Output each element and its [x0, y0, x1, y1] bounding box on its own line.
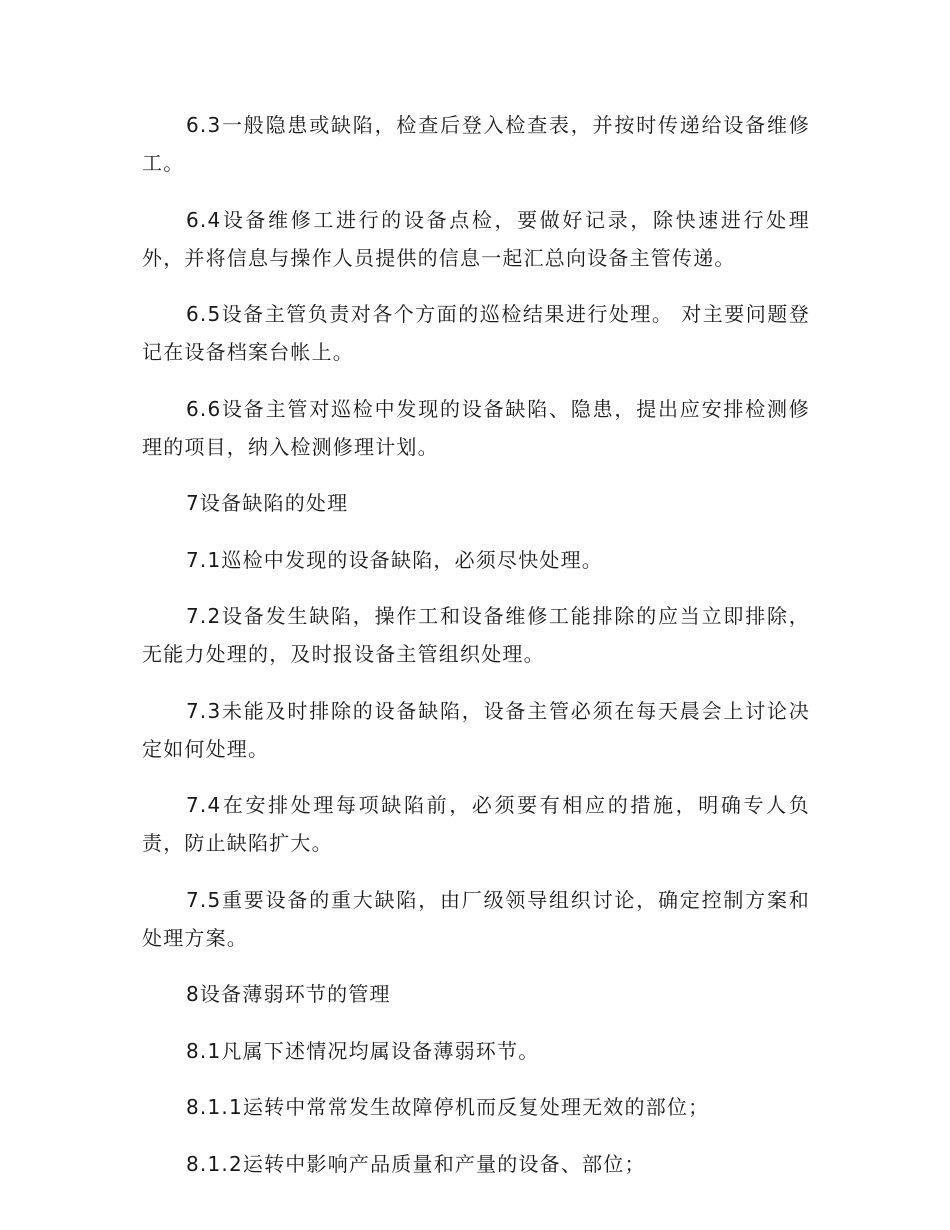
paragraph-8-1: 8.1凡属下述情况均属设备薄弱环节。 [186, 1038, 540, 1063]
paragraph-6-4: 6.4设备维修工进行的设备点检，要做好记录，除快速进行处理外，并将信息与操作人员提供的信息一起汇总向设备主管传递。 [142, 207, 810, 270]
paragraph-8-1-2: 8.1.2运转中影响产品质量和产量的设备、部位； [186, 1151, 646, 1176]
paragraph-7-1: 7.1巡检中发现的设备缺陷，必须尽快处理。 [186, 547, 604, 572]
paragraph-6-5: 6.5设备主管负责对各个方面的巡检结果进行处理。 对主要问题登记在设备档案台帐上。 [142, 302, 810, 364]
paragraph-7-3: 7.3未能及时排除的设备缺陷，设备主管必须在每天晨会上讨论决定如何处理。 [142, 698, 810, 761]
paragraph-6-6: 6.6设备主管对巡检中发现的设备缺陷、隐患，提出应安排检测修理的项目，纳入检测修理计划。 [142, 396, 810, 459]
paragraph-7-5: 7.5重要设备的重大缺陷，由厂级领导组织讨论，确定控制方案和处理方案。 [142, 887, 810, 950]
paragraph-7-4: 7.4在安排处理每项缺陷前，必须要有相应的措施，明确专人负责，防止缺陷扩大。 [142, 793, 810, 855]
paragraph-8-1-1: 8.1.1运转中常常发生故障停机而反复处理无效的部位； [186, 1095, 710, 1119]
section-heading-8: 8设备薄弱环节的管理 [186, 982, 391, 1006]
document-page [142, 106, 810, 1201]
paragraph-7-2: 7.2设备发生缺陷，操作工和设备维修工能排除的应当立即排除，无能力处理的，及时报设备主管组织处理。 [142, 604, 810, 666]
paragraph-6-3: 6.3一般隐患或缺陷，检查后登入检查表，并按时传递给设备维修工。 [142, 113, 810, 175]
section-heading-7: 7设备缺陷的处理 [186, 491, 349, 515]
